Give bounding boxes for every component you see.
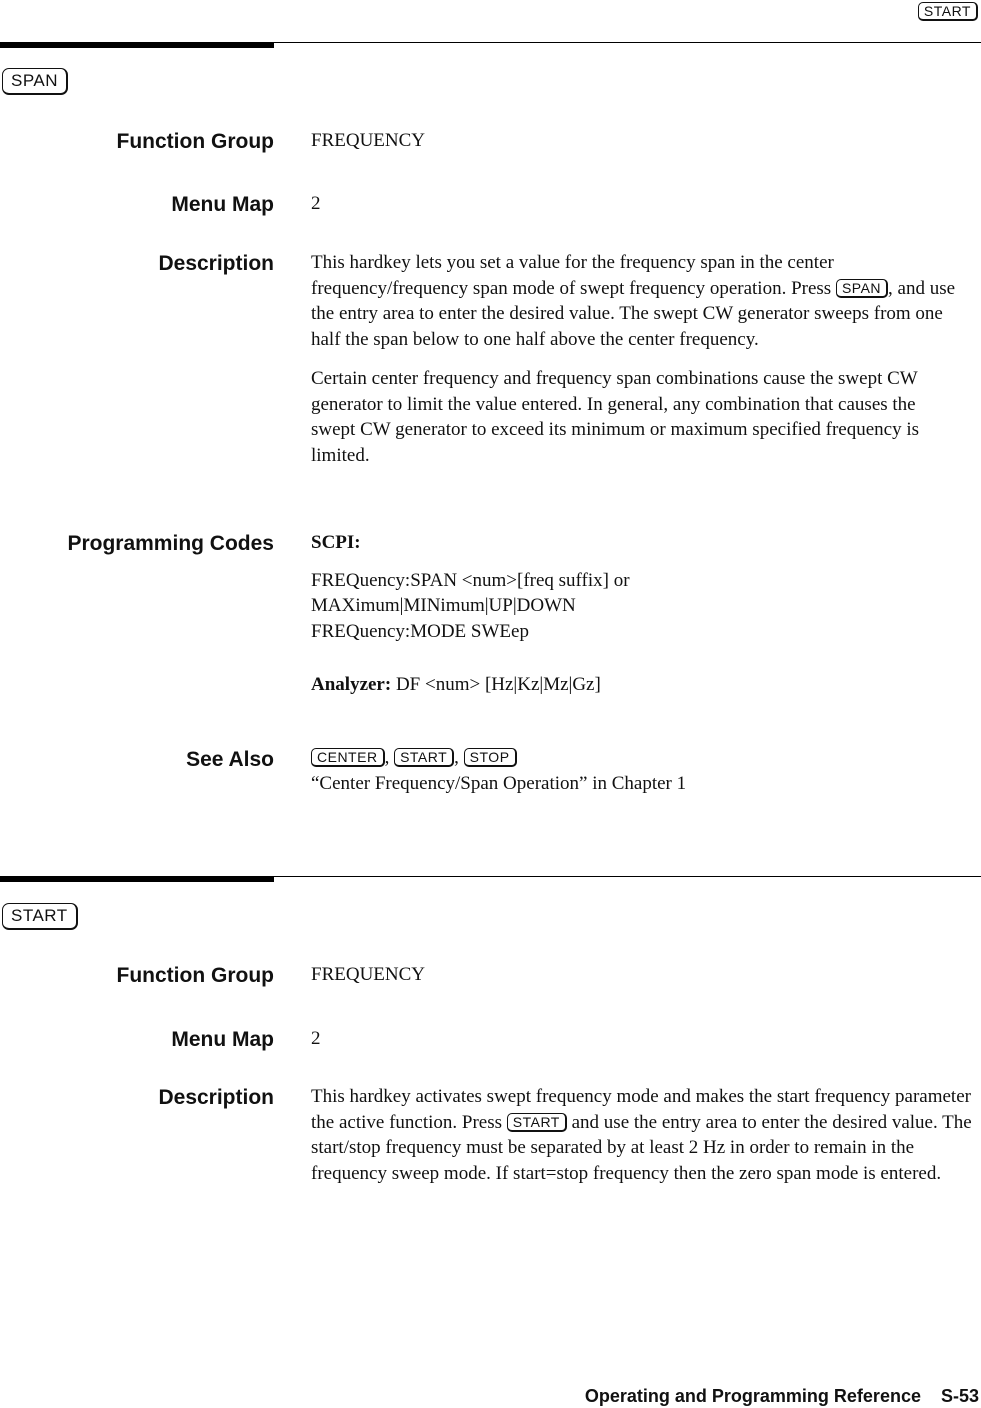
function-group-label: Function Group: [116, 130, 274, 153]
function-group-value: FREQUENCY: [311, 964, 426, 985]
menu-map-value: 2: [311, 1028, 321, 1049]
start-description: This hardkey activates swept frequency mode and makes the start frequency parameter the active function. Press START and use the entry area to enter the desired value. The start/stop frequency must be separated by at least 2 Hz in order to remain in the frequency sweep mode. If start=stop frequency then the zero span mode is entered.: [311, 1086, 972, 1184]
description-label: Description: [158, 1086, 274, 1109]
span-inline-key: SPAN: [836, 279, 888, 298]
start-inline-key: START: [507, 1113, 567, 1132]
span-section-key: SPAN: [2, 68, 68, 95]
start-section-key: START: [2, 903, 78, 930]
scpi-line: FREQuency:MODE SWEep: [311, 620, 529, 642]
scpi-line: FREQuency:SPAN <num>[freq suffix] or: [311, 569, 630, 591]
function-group-label: Function Group: [116, 964, 274, 987]
see-also-label: See Also: [186, 748, 274, 771]
menu-map-label: Menu Map: [171, 193, 274, 216]
programming-codes-label: Programming Codes: [67, 532, 274, 555]
page-footer: Operating and Programming Reference S-53: [584, 1386, 979, 1406]
span-description-p1: This hardkey lets you set a value for the frequency span in the center frequency/frequency span mode of swept frequency operation. Press SPAN , and use the entry area to enter the desired value. The swept CW generator sweeps from one half the span below to one half above the center frequency.: [311, 252, 956, 350]
stop-key: STOP: [464, 748, 517, 767]
span-description: [311, 250, 976, 468]
span-description-p2: Certain center frequency and frequency span combinations cause the swept CW generator to limit the value entered. In general, any combination that causes the swept CW generator to exceed its minimum or maximum specified frequency is limited.: [311, 368, 920, 466]
start-key: START: [394, 748, 454, 767]
analyzer-code: Analyzer: DF <num> [Hz|Kz|Mz|Gz]: [311, 674, 601, 695]
header-start-key: START: [918, 2, 978, 21]
programming-codes: [311, 530, 976, 698]
see-also: CENTER , START , STOP “Center Frequency/Span Operation” in Chapter 1: [311, 745, 976, 796]
function-group-value: FREQUENCY: [311, 130, 426, 151]
menu-map-value: 2: [311, 193, 321, 214]
center-key: CENTER: [311, 748, 385, 767]
menu-map-label: Menu Map: [171, 1028, 274, 1051]
scpi-line: MAXimum|MINimum|UP|DOWN: [311, 595, 576, 616]
description-label: Description: [158, 252, 274, 275]
scpi-label: SCPI:: [311, 532, 361, 553]
see-also-reference: “Center Frequency/Span Operation” in Chapter 1: [311, 772, 687, 794]
